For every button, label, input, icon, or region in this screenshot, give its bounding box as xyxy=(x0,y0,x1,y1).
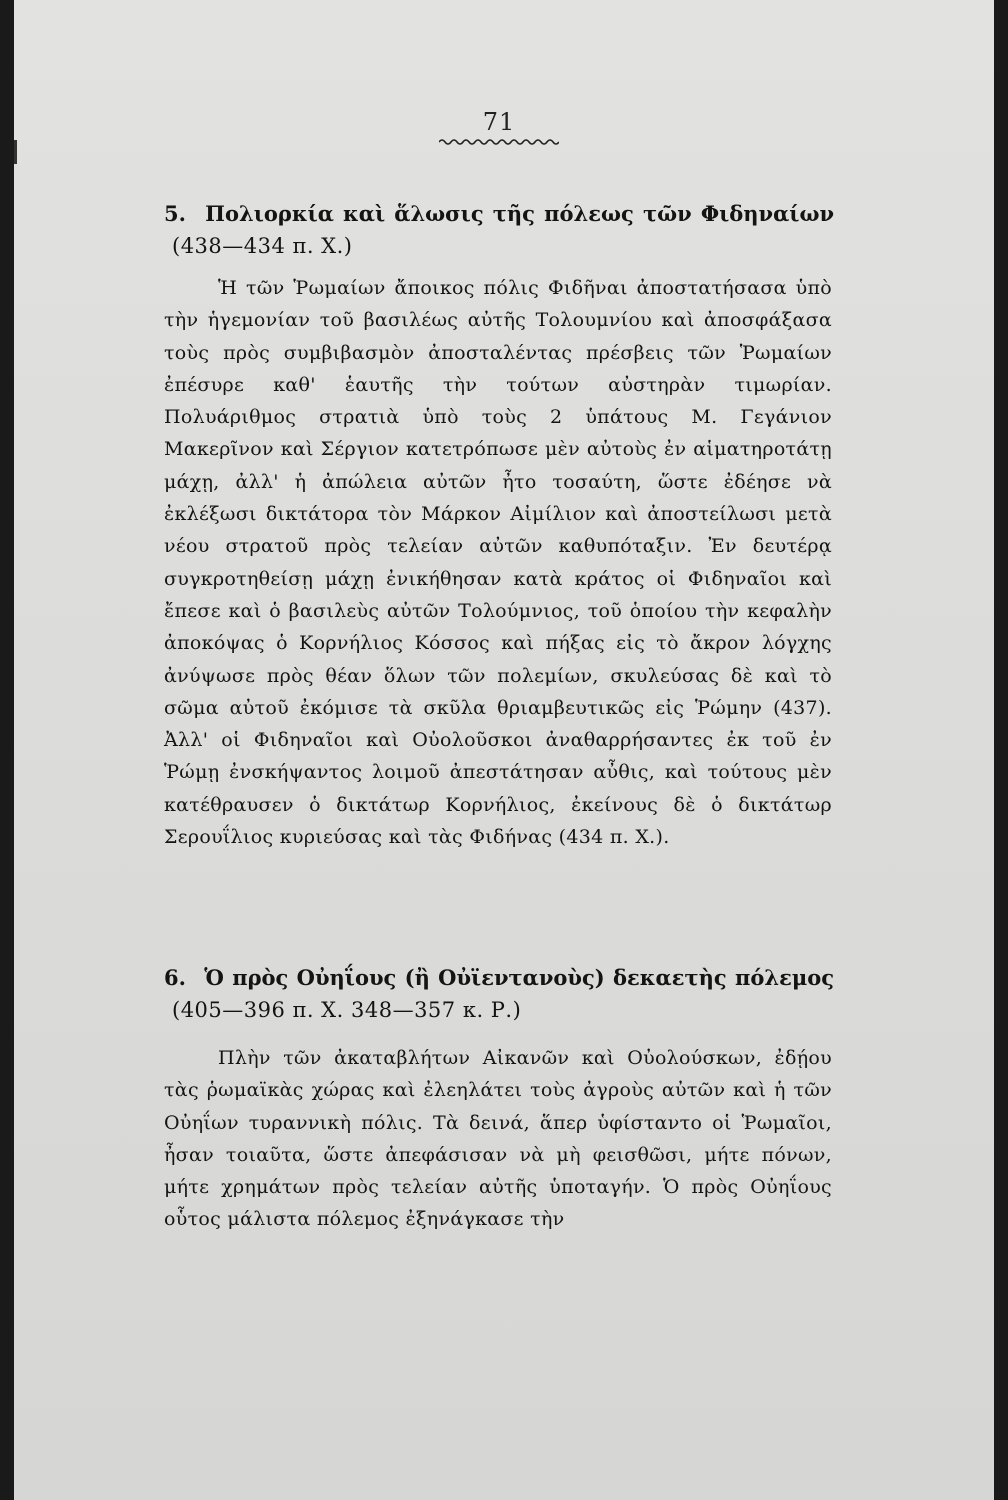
page-number: 71 xyxy=(482,108,516,136)
section-6-title: Ὁ πρὸς Οὐηΐους (ἢ Οὐϊεντανοὺς) δεκαετὴς πόλεμος xyxy=(204,965,834,990)
book-page xyxy=(14,0,994,1500)
section-5-dates: (438—434 π. Χ.) xyxy=(172,234,353,258)
section-5-title: Πολιορκία καὶ ἅλωσις τῆς πόλεως τῶν Φιδηναίων xyxy=(205,201,835,226)
section-6-heading xyxy=(164,962,834,1026)
section-6-body: Πλὴν τῶν ἀκαταβλήτων Αἰκανῶν καὶ Οὐολούσκων, ἐδῄου τὰς ῥωμαϊκὰς χώρας καὶ ἐλεηλάτει τοὺς ἀγροὺς αὐτῶν καὶ ἡ τῶν Οὐηΐων τυραννικὴ πόλις. Τὰ δεινά, ἅπερ ὑφίσταντο οἱ Ῥωμαῖοι, ἦσαν τοιαῦτα, ὥστε ἀπεφάσισαν νὰ μὴ φεισθῶσι, μήτε πόνων, μήτε χρημάτων πρὸς τελείαν αὐτῆς ὑποταγήν. Ὁ πρὸς Οὐηΐους οὗτος μάλιστα πόλεμος ἐξηνάγκασε τὴν xyxy=(164,1047,832,1231)
section-5-body: Ἡ τῶν Ῥωμαίων ἄποικος πόλις Φιδῆναι ἀποστατήσασα ὑπὸ τὴν ἡγεμονίαν τοῦ βασιλέως αὐτῆς Τολουμνίου καὶ ἀποσφάξασα τοὺς πρὸς συμβιβασμὸν ἀποσταλέντας πρέσβεις τῶν Ῥωμαίων ἐπέσυρε καθ' ἑαυτῆς τὴν τούτων αὐστηρὰν τιμωρίαν. Πολυάριθμος στρατιὰ ὑπὸ τοὺς 2 ὑπάτους Μ. Γεγάνιον Μακερῖνον καὶ Σέργιον κατετρόπωσε μὲν αὐτοὺς ἐν αἱματηροτάτῃ μάχῃ, ἀλλ' ἡ ἀπώλεια αὐτῶν ἦτο τοσαύτη, ὥστε ἐδέησε νὰ ἐκλέξωσι δικτάτορα τὸν Μάρκον Αἰμίλιον καὶ ἀποστείλωσι μετὰ νέου στρατοῦ πρὸς τελείαν αὐτῶν καθυπόταξιν. Ἐν δευτέρᾳ συγκροτηθείσῃ μάχῃ ἐνικήθησαν κατὰ κράτος οἱ Φιδηναῖοι καὶ ἔπεσε καὶ ὁ βασιλεὺς αὐτῶν Τολούμνιος, τοῦ ὁποίου τὴν κεφαλὴν ἀποκόψας ὁ Κορνήλιος Κόσσος καὶ πήξας εἰς τὸ ἄκρον λόγχης ἀνύψωσε πρὸς θέαν ὅλων τῶν πολεμίων, σκυλεύσας δὲ καὶ τὸ σῶμα αὐτοῦ ἐκόμισε τὰ σκῦλα θριαμβευτικῶς εἰς Ῥώμην (437). Ἀλλ' οἱ Φιδηναῖοι καὶ Οὐολοῦσκοι ἀναθαρρήσαντες ἐκ τοῦ ἐν Ῥώμῃ ἐνσκήψαντος λοιμοῦ ἀπεστάτησαν αὖθις, καὶ τούτους μὲν κατέθραυσεν ὁ δικτάτωρ Κορνήλιος, ἐκείνους δὲ ὁ δικτάτωρ Σερουΐλιος κυριεύσας καὶ τὰς Φιδήνας (434 π. Χ.). xyxy=(164,277,832,849)
section-5-number: 5. xyxy=(164,201,186,226)
wavy-rule-ornament xyxy=(439,138,559,146)
section-6-number: 6. xyxy=(164,965,186,990)
page-header xyxy=(434,108,564,146)
section-5-heading xyxy=(164,198,834,262)
page-edge-mark xyxy=(14,140,17,164)
section-6-dates: (405—396 π. Χ. 348—357 κ. Ρ.) xyxy=(172,998,522,1022)
